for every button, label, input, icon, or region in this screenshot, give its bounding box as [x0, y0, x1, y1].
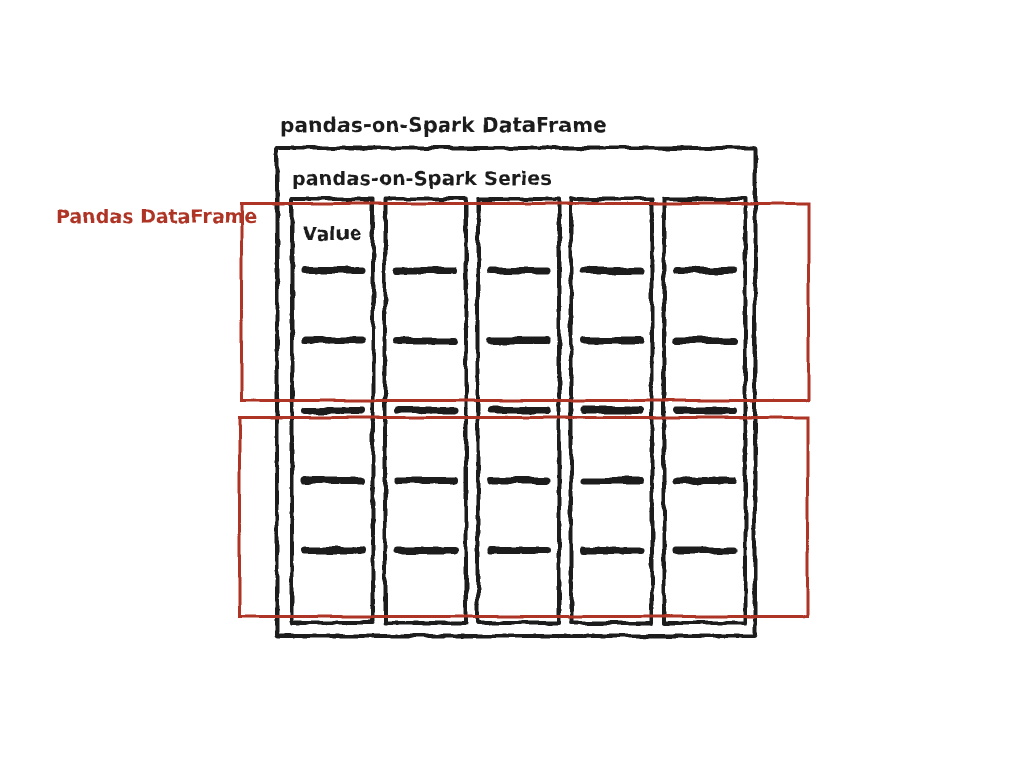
pandas-partition-box-1 [240, 202, 810, 402]
spark-series-label: pandas-on-Spark Series [292, 168, 552, 190]
pandas-dataframe-label: Pandas DataFrame [56, 206, 258, 228]
row-mark [673, 407, 737, 414]
row-mark [487, 407, 551, 414]
pandas-partition-box-2 [238, 416, 809, 618]
spark-dataframe-title: pandas-on-Spark DataFrame [280, 113, 607, 137]
row-mark [580, 407, 644, 414]
value-column-header: Value [302, 223, 363, 245]
row-mark [394, 407, 458, 414]
row-mark [301, 407, 365, 414]
